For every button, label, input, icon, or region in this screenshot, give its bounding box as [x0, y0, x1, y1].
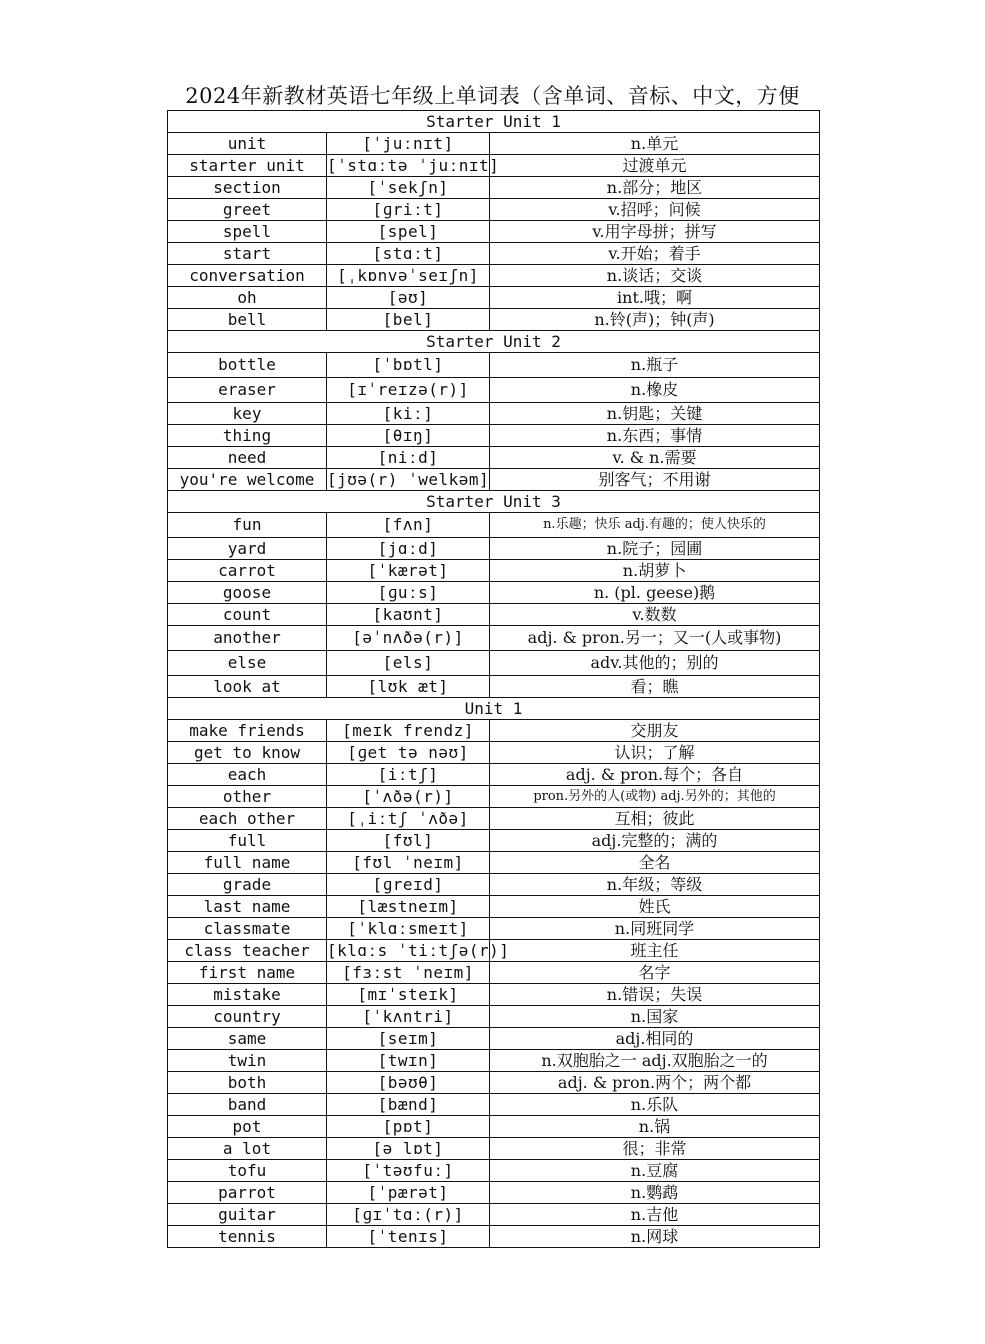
word-cell: you're welcome: [168, 469, 327, 491]
phonetic-cell: [ˌiːtʃ ˈʌðə]: [327, 808, 490, 830]
phonetic-cell: [seɪm]: [327, 1028, 490, 1050]
table-row: [168, 309, 820, 331]
phonetic-cell: [twɪn]: [327, 1050, 490, 1072]
word-cell: look at: [168, 676, 327, 698]
phonetic-cell: [əˈnʌðə(r)]: [327, 626, 490, 651]
meaning-cell: n.部分；地区: [490, 177, 820, 199]
meaning-cell: n.豆腐: [490, 1160, 820, 1182]
phonetic-cell: [ɪˈreɪzə(r)]: [327, 378, 490, 403]
meaning-cell: adj. & pron.两个；两个都: [490, 1072, 820, 1094]
meaning-cell: n.错误；失误: [490, 984, 820, 1006]
meaning-cell: 别客气；不用谢: [490, 469, 820, 491]
table-row: [168, 403, 820, 425]
meaning-cell: 认识；了解: [490, 742, 820, 764]
phonetic-cell: [pɒt]: [327, 1116, 490, 1138]
phonetic-cell: [ˈklɑːsmeɪt]: [327, 918, 490, 940]
meaning-cell: v.用字母拼；拼写: [490, 221, 820, 243]
meaning-cell: 名字: [490, 962, 820, 984]
table-row: [168, 984, 820, 1006]
meaning-cell: 交朋友: [490, 720, 820, 742]
word-cell: need: [168, 447, 327, 469]
phonetic-cell: [ˈtenɪs]: [327, 1226, 490, 1248]
word-cell: mistake: [168, 984, 327, 1006]
phonetic-cell: [ˈtəʊfuː]: [327, 1160, 490, 1182]
meaning-cell: v.数数: [490, 604, 820, 626]
meaning-cell: n.铃(声)；钟(声): [490, 309, 820, 331]
word-cell: class teacher: [168, 940, 327, 962]
table-row: [168, 1182, 820, 1204]
table-row: [168, 447, 820, 469]
meaning-cell: 全名: [490, 852, 820, 874]
section-header-row: [168, 111, 820, 133]
phonetic-cell: [bel]: [327, 309, 490, 331]
table-row: [168, 1116, 820, 1138]
word-cell: section: [168, 177, 327, 199]
phonetic-cell: [bænd]: [327, 1094, 490, 1116]
table-row: [168, 1226, 820, 1248]
meaning-cell: n.乐队: [490, 1094, 820, 1116]
word-cell: each other: [168, 808, 327, 830]
word-cell: parrot: [168, 1182, 327, 1204]
meaning-cell: n.同班同学: [490, 918, 820, 940]
section-header: Starter Unit 2: [168, 331, 820, 353]
word-cell: starter unit: [168, 155, 327, 177]
table-row: [168, 1094, 820, 1116]
word-cell: tofu: [168, 1160, 327, 1182]
meaning-cell: adj. & pron.每个；各自: [490, 764, 820, 786]
phonetic-cell: [ˈkʌntri]: [327, 1006, 490, 1028]
word-cell: conversation: [168, 265, 327, 287]
meaning-cell: n.双胞胎之一 adj.双胞胎之一的: [490, 1050, 820, 1072]
meaning-cell: n.谈话；交谈: [490, 265, 820, 287]
word-cell: pot: [168, 1116, 327, 1138]
phonetic-cell: [ə lɒt]: [327, 1138, 490, 1160]
table-row: [168, 425, 820, 447]
phonetic-cell: [ˈjuːnɪt]: [327, 133, 490, 155]
word-cell: bottle: [168, 353, 327, 378]
meaning-cell: n.单元: [490, 133, 820, 155]
word-cell: twin: [168, 1050, 327, 1072]
table-row: [168, 604, 820, 626]
word-cell: count: [168, 604, 327, 626]
vocabulary-table: [167, 110, 820, 1248]
table-row: [168, 287, 820, 309]
meaning-cell: v. & n.需要: [490, 447, 820, 469]
table-row: [168, 808, 820, 830]
word-cell: full: [168, 830, 327, 852]
table-row: [168, 852, 820, 874]
word-cell: same: [168, 1028, 327, 1050]
word-cell: key: [168, 403, 327, 425]
meaning-cell: 姓氏: [490, 896, 820, 918]
meaning-cell: 很；非常: [490, 1138, 820, 1160]
word-cell: last name: [168, 896, 327, 918]
phonetic-cell: [mɪˈsteɪk]: [327, 984, 490, 1006]
table-row: [168, 940, 820, 962]
phonetic-cell: [ˈʌðə(r)]: [327, 786, 490, 808]
table-row: [168, 1138, 820, 1160]
phonetic-cell: [fʊl ˈneɪm]: [327, 852, 490, 874]
meaning-cell: adv.其他的；别的: [490, 651, 820, 676]
meaning-cell: n.东西；事情: [490, 425, 820, 447]
table-row: [168, 177, 820, 199]
phonetic-cell: [meɪk frendz]: [327, 720, 490, 742]
meaning-cell: adj.相同的: [490, 1028, 820, 1050]
table-row: [168, 1072, 820, 1094]
table-row: [168, 651, 820, 676]
phonetic-cell: [ɡɪˈtɑː(r)]: [327, 1204, 490, 1226]
section-header: Starter Unit 1: [168, 111, 820, 133]
word-cell: else: [168, 651, 327, 676]
table-row: [168, 676, 820, 698]
word-cell: eraser: [168, 378, 327, 403]
phonetic-cell: [els]: [327, 651, 490, 676]
section-header-row: [168, 331, 820, 353]
table-row: [168, 582, 820, 604]
phonetic-cell: [θɪŋ]: [327, 425, 490, 447]
table-row: [168, 1006, 820, 1028]
table-row: [168, 353, 820, 378]
table-row: [168, 155, 820, 177]
meaning-cell: adj. & pron.另一；又一(人或事物): [490, 626, 820, 651]
meaning-cell: 互相；彼此: [490, 808, 820, 830]
phonetic-cell: [jʊə(r) ˈwelkəm]: [327, 470, 490, 489]
table-row: [168, 243, 820, 265]
phonetic-cell: [ˈkærət]: [327, 560, 490, 582]
table-row: [168, 1028, 820, 1050]
meaning-cell: n.国家: [490, 1006, 820, 1028]
phonetic-cell: [ˈstɑːtə ˈjuːnɪt]: [327, 156, 500, 175]
table-row: [168, 221, 820, 243]
phonetic-cell: [fʌn]: [327, 513, 490, 538]
word-cell: grade: [168, 874, 327, 896]
table-row: [168, 742, 820, 764]
phonetic-cell: [ɡuːs]: [327, 582, 490, 604]
table-row: [168, 896, 820, 918]
table-row: [168, 265, 820, 287]
word-cell: get to know: [168, 742, 327, 764]
table-row: [168, 513, 820, 538]
word-cell: first name: [168, 962, 327, 984]
meaning-cell: v.招呼；问候: [490, 199, 820, 221]
word-cell: another: [168, 626, 327, 651]
table-row: [168, 1160, 820, 1182]
table-row: [168, 786, 820, 808]
word-cell: other: [168, 786, 327, 808]
section-header-row: [168, 491, 820, 513]
table-row: [168, 560, 820, 582]
word-cell: carrot: [168, 560, 327, 582]
phonetic-cell: [niːd]: [327, 447, 490, 469]
meaning-cell: n.瓶子: [490, 353, 820, 378]
table-row: [168, 764, 820, 786]
section-header: Unit 1: [168, 698, 820, 720]
word-cell: goose: [168, 582, 327, 604]
phonetic-cell: [ˈpærət]: [327, 1182, 490, 1204]
word-cell: greet: [168, 199, 327, 221]
phonetic-cell: [jɑːd]: [327, 538, 490, 560]
phonetic-cell: [spel]: [327, 221, 490, 243]
word-cell: full name: [168, 852, 327, 874]
table-row: [168, 626, 820, 651]
meaning-cell: n.院子；园圃: [490, 538, 820, 560]
word-cell: band: [168, 1094, 327, 1116]
meaning-cell: n.橡皮: [490, 378, 820, 403]
word-cell: make friends: [168, 720, 327, 742]
word-cell: a lot: [168, 1138, 327, 1160]
table-row: [168, 378, 820, 403]
meaning-cell: n.乐趣；快乐 adj.有趣的；使人快乐的: [490, 513, 820, 538]
meaning-cell: n.胡萝卜: [490, 560, 820, 582]
document-title: 2024年新教材英语七年级上单词表（含单词、音标、中文，方便: [185, 84, 800, 108]
phonetic-cell: [kiː]: [327, 403, 490, 425]
table-row: [168, 1204, 820, 1226]
phonetic-cell: [bəʊθ]: [327, 1072, 490, 1094]
phonetic-cell: [stɑːt]: [327, 243, 490, 265]
meaning-cell: n.鹦鹉: [490, 1182, 820, 1204]
phonetic-cell: [lʊk æt]: [327, 676, 490, 698]
phonetic-cell: [ɡreɪd]: [327, 874, 490, 896]
meaning-cell: 看；瞧: [490, 676, 820, 698]
section-header-row: [168, 698, 820, 720]
table-row: [168, 1050, 820, 1072]
phonetic-cell: [ˈsekʃn]: [327, 177, 490, 199]
meaning-cell: n.锅: [490, 1116, 820, 1138]
table-row: [168, 469, 820, 491]
phonetic-cell: [ɡet tə nəʊ]: [327, 742, 490, 764]
word-cell: tennis: [168, 1226, 327, 1248]
table-row: [168, 830, 820, 852]
phonetic-cell: [əʊ]: [327, 287, 490, 309]
word-cell: oh: [168, 287, 327, 309]
word-cell: country: [168, 1006, 327, 1028]
table-row: [168, 199, 820, 221]
meaning-cell: 班主任: [490, 940, 820, 962]
meaning-cell: adj.完整的；满的: [490, 830, 820, 852]
word-cell: unit: [168, 133, 327, 155]
phonetic-cell: [iːtʃ]: [327, 764, 490, 786]
word-cell: thing: [168, 425, 327, 447]
word-cell: spell: [168, 221, 327, 243]
meaning-cell: n.年级；等级: [490, 874, 820, 896]
meaning-cell: v.开始；着手: [490, 243, 820, 265]
phonetic-cell: [kaʊnt]: [327, 604, 490, 626]
word-cell: each: [168, 764, 327, 786]
word-cell: fun: [168, 513, 327, 538]
phonetic-cell: [ɡriːt]: [327, 199, 490, 221]
section-header: Starter Unit 3: [168, 491, 820, 513]
phonetic-cell: [læstneɪm]: [327, 896, 490, 918]
table-row: [168, 962, 820, 984]
word-cell: start: [168, 243, 327, 265]
phonetic-cell: [ˌkɒnvəˈseɪʃn]: [327, 265, 490, 287]
meaning-cell: int.哦；啊: [490, 287, 820, 309]
table-row: [168, 874, 820, 896]
meaning-cell: n. (pl. geese)鹅: [490, 582, 820, 604]
word-cell: classmate: [168, 918, 327, 940]
phonetic-cell: [fɜːst ˈneɪm]: [327, 962, 490, 984]
word-cell: both: [168, 1072, 327, 1094]
table-row: [168, 538, 820, 560]
meaning-cell: n.钥匙；关键: [490, 403, 820, 425]
table-row: [168, 720, 820, 742]
word-cell: bell: [168, 309, 327, 331]
phonetic-cell: [klɑːs ˈtiːtʃə(r)]: [327, 941, 510, 960]
word-cell: yard: [168, 538, 327, 560]
meaning-cell: pron.另外的人(或物) adj.另外的；其他的: [490, 786, 820, 808]
meaning-cell: n.吉他: [490, 1204, 820, 1226]
phonetic-cell: [ˈbɒtl]: [327, 353, 490, 378]
table-row: [168, 133, 820, 155]
table-row: [168, 918, 820, 940]
meaning-cell: n.网球: [490, 1226, 820, 1248]
word-cell: guitar: [168, 1204, 327, 1226]
meaning-cell: 过渡单元: [490, 155, 820, 177]
phonetic-cell: [fʊl]: [327, 830, 490, 852]
